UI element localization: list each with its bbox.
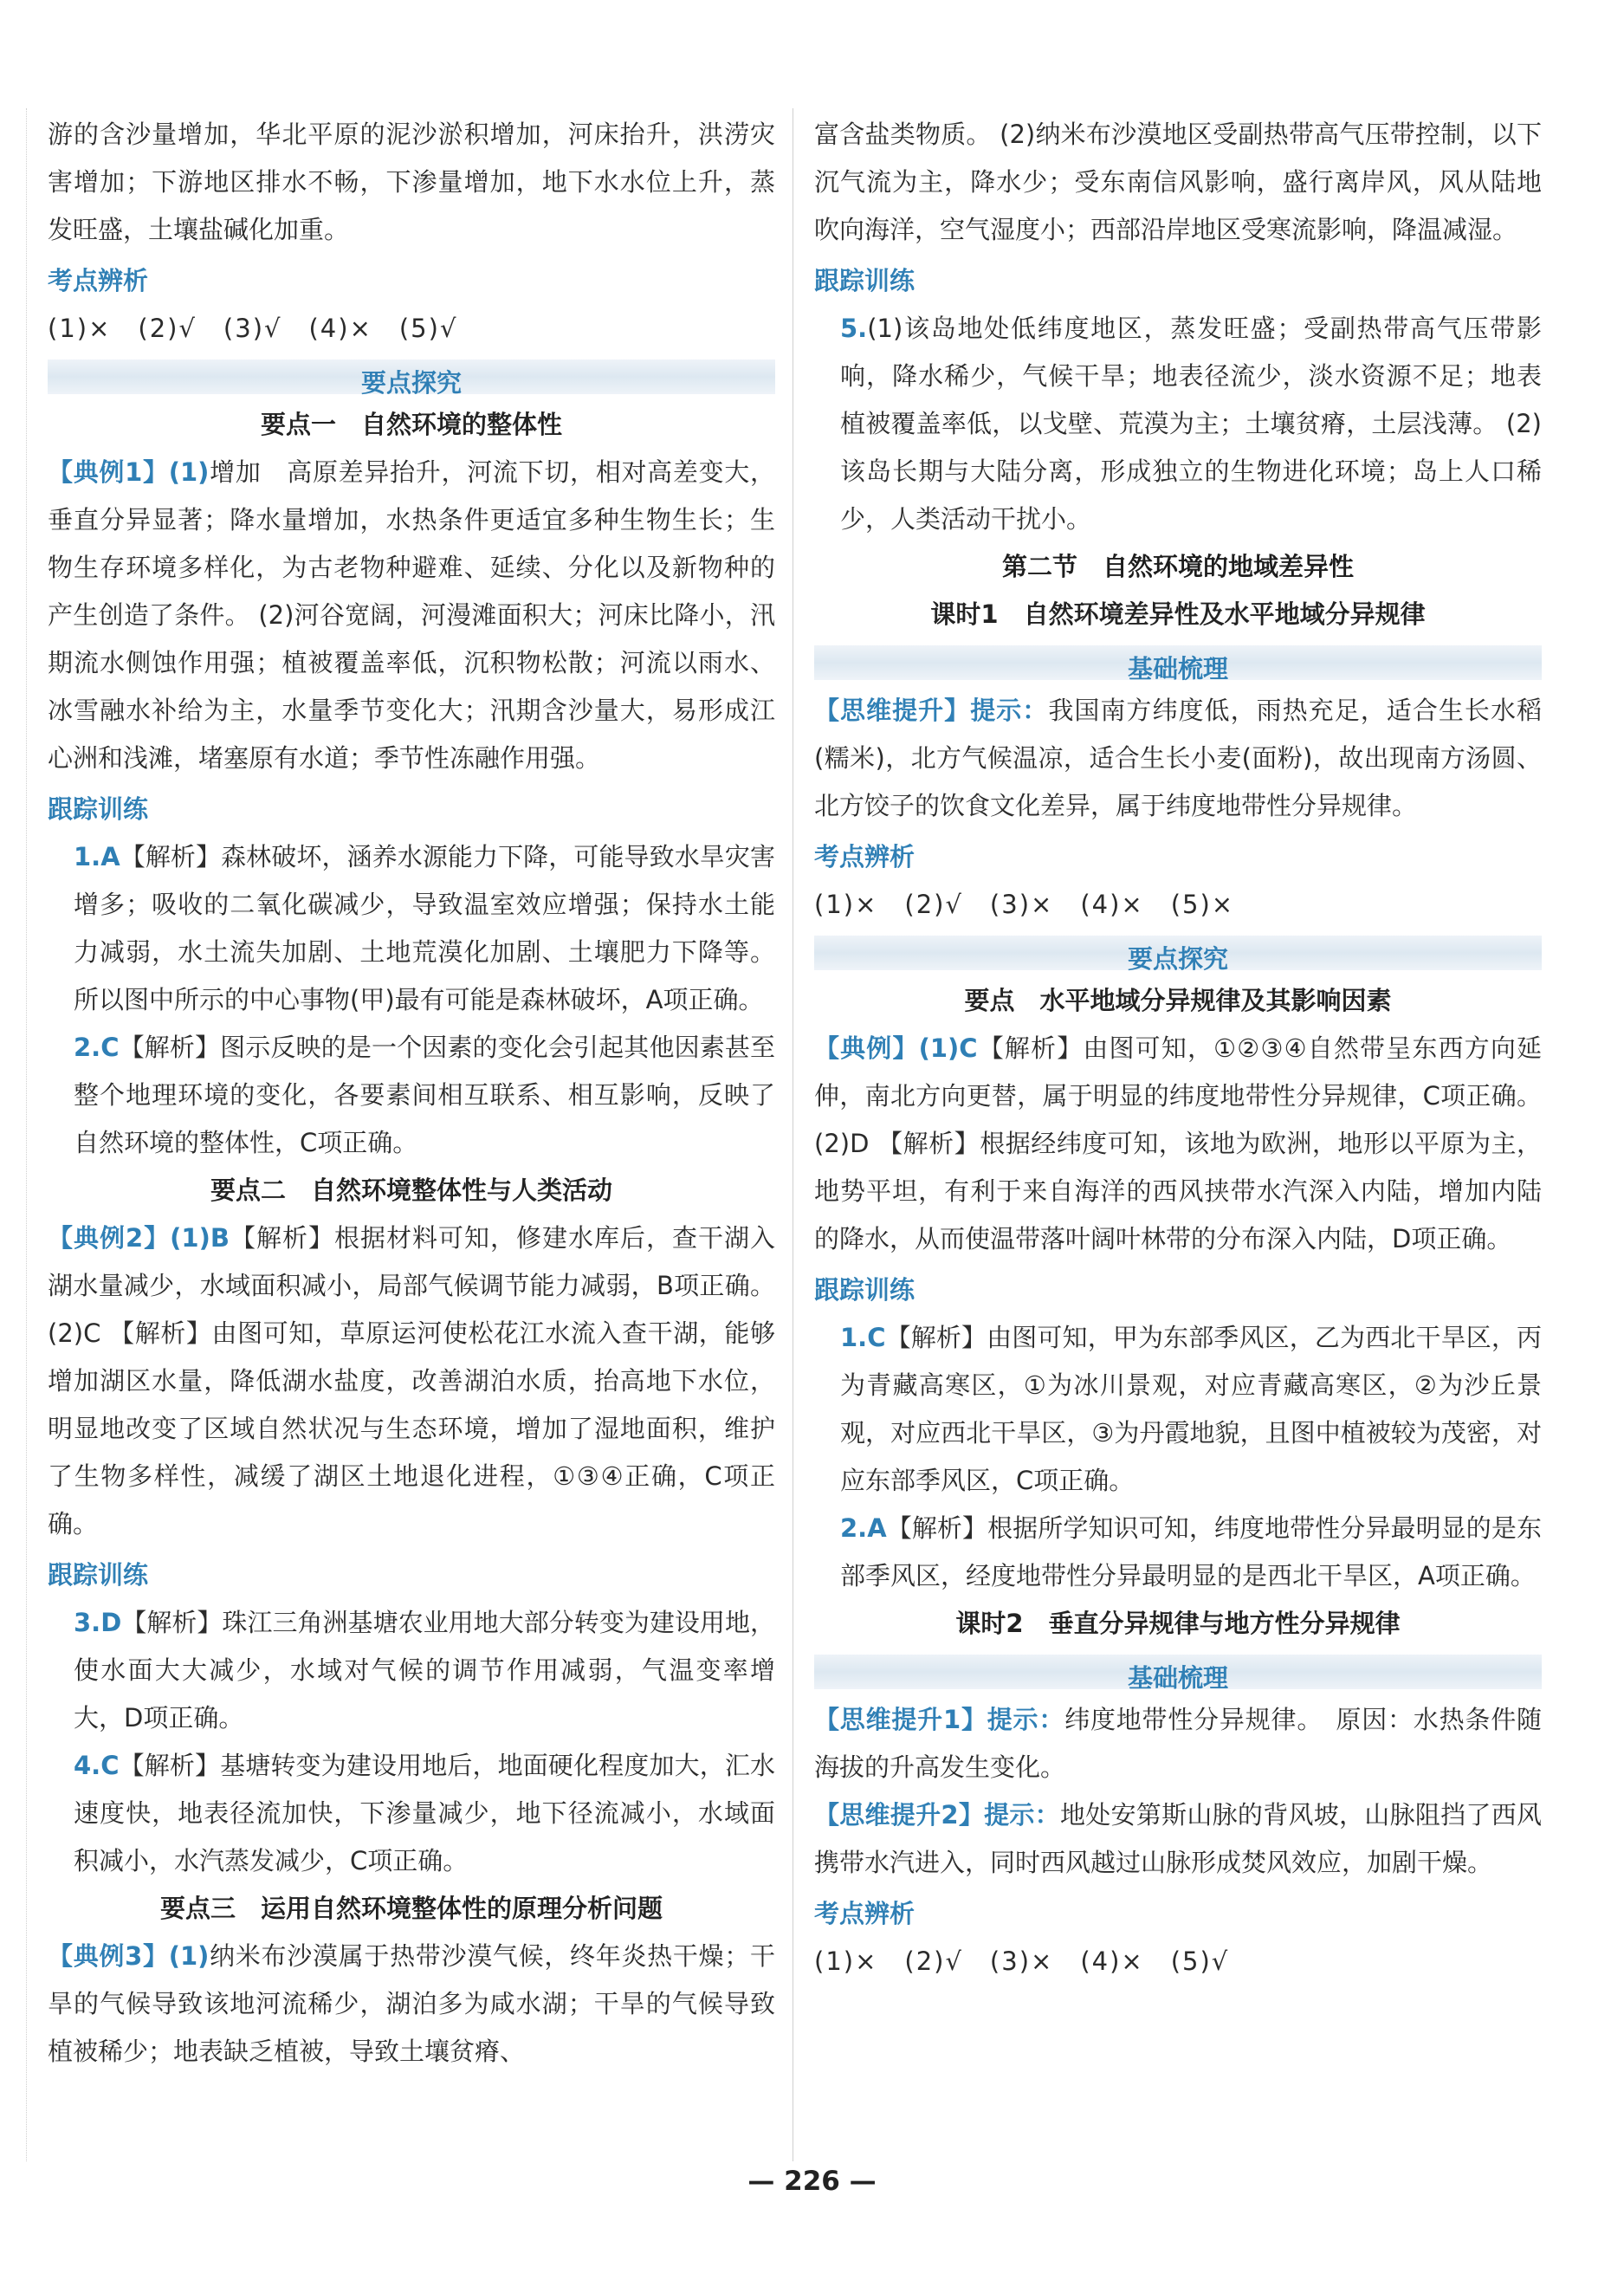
answer-item (814, 1505, 1542, 1600)
block-text: 【解析】根据所学知识可知，纬度地带性分异最明显的是东部季风区，经度地带性分异最明显的是西北干旱区，A项正确。 (840, 1513, 1542, 1590)
subsection-title (814, 591, 1542, 638)
block-text: 要点三 运用自然环境整体性的原理分析问题 (159, 1894, 663, 1923)
item-label: 【典例】(1)C (814, 1033, 978, 1063)
paragraph (814, 1696, 1542, 1791)
block-text: 【解析】图示反映的是一个因素的变化会引起其他因素甚至整个地理环境的变化，各要素间相互联系、相互影响，反映了自然环境的整体性，C项正确。 (74, 1033, 775, 1157)
subsection-title (48, 401, 775, 449)
item-label: 2.A (840, 1513, 887, 1543)
block-text: 要点 水平地域分异规律及其影响因素 (964, 986, 1392, 1015)
paragraph (814, 1791, 1542, 1887)
block-text: 【解析】珠江三角洲基塘农业用地大部分转变为建设用地，使水面大大减少，水域对气候的调节作用减弱，气温变率增大，D项正确。 (74, 1608, 775, 1733)
item-label: 【思维提升2】提示： (814, 1800, 1060, 1830)
item-label: 4.C (74, 1751, 120, 1780)
answer-item (48, 833, 775, 1024)
block-text: (1)× (2)√ (3)× (4)× (5)× (814, 890, 1235, 919)
block-text: 第二节 自然环境的地域差异性 (1001, 552, 1354, 581)
block-text: 我国南方纬度低，雨热充足，适合生长水稻(糯米)，北方气候温凉，适合生长小麦(面粉)，故出现南方汤圆、北方饺子的饮食文化差异，属于纬度地带性分异规律。 (814, 696, 1542, 820)
true-false-answers (814, 1938, 1542, 1985)
paragraph (48, 111, 775, 254)
block-text: 游的含沙量增加，华北平原的泥沙淤积增加，河床抬升，洪涝灾害增加；下游地区排水不畅，下渗量增加，地下水水位上升，蒸发旺盛，土壤盐碱化加重。 (48, 120, 775, 244)
answer-item (814, 305, 1542, 543)
section-heading (48, 786, 775, 833)
paragraph (48, 1933, 775, 2076)
true-false-answers (814, 881, 1542, 929)
chapter-title (814, 543, 1542, 591)
block-text: 要点探究 (360, 368, 462, 398)
right-column (814, 111, 1542, 1985)
answer-item (48, 1742, 775, 1885)
band-heading (48, 359, 775, 398)
block-text: 课时2 垂直分异规律与地方性分异规律 (955, 1609, 1401, 1638)
left-margin-rule (26, 108, 27, 2161)
section-heading (814, 833, 1542, 881)
block-text: 富含盐类物质。 (2)纳米布沙漠地区受副热带高气压带控制，以下沉气流为主，降水少；受东南信风影响，盛行离岸风，风从陆地吹向海洋，空气湿度小；西部沿岸地区受寒流影响，降温减湿。 (814, 120, 1542, 244)
block-text: 增加 高原差异抬升，河流下切，相对高差变大，垂直分异显著；降水量增加，水热条件更适宜多种生物生长；生物生存环境多样化，为古老物种避难、延续、分化以及新物种的产生创造了条件。 (2)河谷宽阔，河漫滩面积大；河床比降小，汛期流水侧蚀作用强；植被覆盖率低，沉积物松散；河流以雨水、冰雪融水补给为主，水量季节变化大；汛期含沙量大，易形成江心洲和浅滩，堵塞原有水道；季节性冻融作用强。 (48, 457, 775, 773)
block-text: 【解析】由图可知，甲为东部季风区，乙为西北干旱区，丙为青藏高寒区，①为冰川景观，对应青藏高寒区，②为沙丘景观，对应西北干旱区，③为丹霞地貌，且图中植被较为茂密，对应东部季风区，C项正确。 (840, 1323, 1542, 1495)
item-label: 5. (840, 314, 868, 343)
item-label: 【思维提升】提示： (814, 696, 1049, 725)
block-text: 要点二 自然环境整体性与人类活动 (210, 1176, 612, 1205)
subsection-title (814, 977, 1542, 1025)
band-heading (814, 645, 1542, 683)
true-false-answers (48, 305, 775, 353)
block-text: (1)该岛地处低纬度地区，蒸发旺盛；受副热带高气压带影响，降水稀少，气候干旱；地表径流少，淡水资源不足；地表植被覆盖率低，以戈壁、荒漠为主；土壤贫瘠，土层浅薄。 (2)该岛长期与大陆分离，形成独立的生物进化环境；岛上人口稀少，人类活动干扰小。 (840, 314, 1542, 534)
block-text: 【解析】森林破坏，涵养水源能力下降，可能导致水旱灾害增多；吸收的二氧化碳减少，导致温室效应增强；保持水土能力减弱，水土流失加剧、土地荒漠化加剧、土壤肥力下降等。所以图中所示的中心事物(甲)最有可能是森林破坏，A项正确。 (74, 842, 775, 1014)
section-heading (48, 1551, 775, 1599)
answer-item (48, 1599, 775, 1742)
section-heading (48, 257, 775, 305)
block-text: 要点一 自然环境的整体性 (260, 410, 562, 439)
subsection-title (48, 1885, 775, 1933)
paragraph (48, 1215, 775, 1548)
block-text: 【解析】根据材料可知，修建水库后，查干湖入湖水量减少，水域面积减小，局部气候调节能力减弱，B项正确。 (2)C 【解析】由图可知，草原运河使松花江水流入查干湖，能够增加湖区水量，降低湖水盐度，改善湖泊水质，抬高地下水位，明显地改变了区域自然状况与生态环境，增加了湿地面积，维护了生物多样性，减缓了湖区土地退化进程，①③④正确，C项正确。 (48, 1223, 775, 1538)
band-heading (814, 1655, 1542, 1693)
block-text: 纬度地带性分异规律。 原因：水热条件随海拔的升高发生变化。 (814, 1705, 1542, 1782)
item-label: 【典例3】(1) (48, 1941, 210, 1971)
subsection-title (48, 1167, 775, 1215)
paragraph (814, 687, 1542, 830)
page-number: — 226 — (747, 2166, 877, 2197)
block-text: 跟踪训练 (814, 1275, 916, 1305)
block-text: 考点辨析 (814, 842, 916, 871)
paragraph (48, 449, 775, 782)
block-text: (1)× (2)√ (3)× (4)× (5)√ (814, 1946, 1230, 1976)
block-text: 课时1 自然环境差异性及水平地域分异规律 (930, 599, 1426, 629)
block-text: 地处安第斯山脉的背风坡，山脉阻挡了西风携带水汽进入，同时西风越过山脉形成焚风效应，加剧干燥。 (814, 1800, 1542, 1877)
subsection-title (814, 1600, 1542, 1648)
section-heading (814, 257, 1542, 305)
block-text: 跟踪训练 (48, 794, 149, 824)
item-label: 2.C (74, 1033, 120, 1062)
left-column (48, 111, 775, 2076)
section-heading (814, 1266, 1542, 1314)
block-text: 考点辨析 (48, 266, 149, 295)
item-label: 1.C (840, 1323, 886, 1352)
block-text: 【解析】基塘转变为建设用地后，地面硬化程度加大，汇水速度快，地表径流加快，下渗量减少，地下径流减小，水域面积减小，水汽蒸发减少，C项正确。 (74, 1751, 775, 1875)
block-text: (1)× (2)√ (3)√ (4)× (5)√ (48, 314, 458, 343)
answer-item (48, 1024, 775, 1167)
section-heading (814, 1890, 1542, 1938)
block-text: 跟踪训练 (48, 1560, 149, 1590)
block-text: 考点辨析 (814, 1899, 916, 1928)
item-label: 【典例2】(1)B (48, 1223, 230, 1253)
item-label: 3.D (74, 1608, 122, 1637)
item-label: 1.A (74, 842, 120, 871)
block-text: 跟踪训练 (814, 266, 916, 295)
block-text: 【解析】由图可知，①②③④自然带呈东西方向延伸，南北方向更替，属于明显的纬度地带性分异规律，C项正确。 (2)D 【解析】根据经纬度可知，该地为欧洲，地形以平原为主，地势平坦，有利于来自海洋的西风挟带水汽深入内陆，增加内陆的降水，从而使温带落叶阔叶林带的分布深入内陆，D项正确。 (814, 1033, 1542, 1253)
block-text: 基础梳理 (1127, 654, 1228, 683)
item-label: 【典例1】(1) (48, 457, 210, 487)
block-text: 纳米布沙漠属于热带沙漠气候，终年炎热干燥；干旱的气候导致该地河流稀少，湖泊多为咸水湖；干旱的气候导致植被稀少；地表缺乏植被，导致土壤贫瘠、 (48, 1941, 775, 2066)
paragraph (814, 111, 1542, 254)
answer-item (814, 1314, 1542, 1505)
band-heading (814, 936, 1542, 974)
paragraph (814, 1025, 1542, 1263)
block-text: 要点探究 (1127, 944, 1228, 974)
block-text: 基础梳理 (1127, 1663, 1228, 1693)
item-label: 【思维提升1】提示： (814, 1705, 1065, 1734)
